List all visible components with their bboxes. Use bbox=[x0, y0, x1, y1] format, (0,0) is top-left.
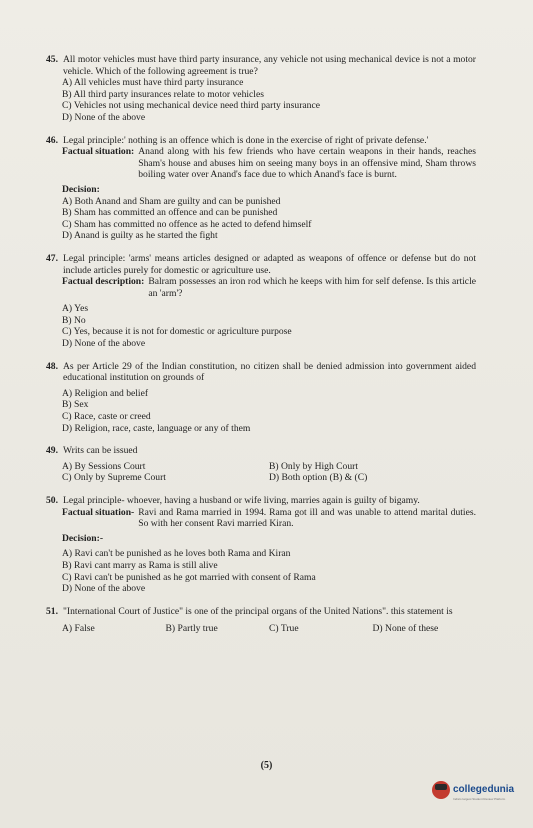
question-number: 49. bbox=[46, 445, 58, 457]
options bbox=[62, 196, 476, 242]
options bbox=[62, 548, 476, 594]
option-a: A) All vehicles must have third party insurance bbox=[62, 77, 244, 89]
option-d: D) Both option (B) & (C) bbox=[269, 472, 368, 484]
graduate-icon bbox=[432, 781, 450, 799]
option-b: B) No bbox=[62, 314, 86, 326]
fact-text: Balram possesses an iron rod which he keeps with him for self defense. Is this article an 'arm'? bbox=[148, 276, 476, 299]
option-c: C) Yes, because it is not for domestic or agriculture purpose bbox=[62, 326, 292, 338]
option-b: B) Sex bbox=[62, 399, 89, 411]
question-text: "International Court of Justice" is one of the principal organs of the United Nations". this statement is bbox=[63, 605, 453, 617]
option-d: D) None of the above bbox=[62, 583, 146, 595]
option-b: B) All third party insurances relate to motor vehicles bbox=[62, 88, 264, 100]
option-d: D) None of the above bbox=[62, 338, 146, 350]
fact-label: Factual description: bbox=[62, 276, 145, 288]
fact-label: Factual situation- bbox=[62, 506, 135, 518]
question-46 bbox=[46, 135, 476, 242]
question-50 bbox=[46, 495, 476, 595]
factual-situation bbox=[62, 507, 476, 530]
question-number: 51. bbox=[46, 605, 58, 617]
question-number: 46. bbox=[46, 134, 58, 146]
question-number: 48. bbox=[46, 360, 58, 372]
options bbox=[62, 461, 476, 484]
options bbox=[62, 623, 476, 635]
factual-situation bbox=[62, 146, 476, 181]
option-a: A) By Sessions Court bbox=[62, 460, 146, 472]
decision-label: Decision: bbox=[62, 183, 100, 195]
option-d: D) Religion, race, caste, language or any of them bbox=[62, 422, 251, 434]
factual-description bbox=[62, 276, 476, 299]
question-51 bbox=[46, 606, 476, 635]
question-45 bbox=[46, 54, 476, 124]
question-text: Writs can be issued bbox=[63, 445, 138, 457]
question-number: 47. bbox=[46, 252, 58, 264]
fact-text: Ravi and Rama married in 1994. Rama got ill and was unable to attend marital duties. So with her consent Ravi married Kiran. bbox=[138, 506, 476, 530]
question-number: 45. bbox=[46, 54, 58, 65]
decision-label: Decision:- bbox=[62, 532, 104, 544]
option-d: D) None of these bbox=[372, 623, 439, 635]
logo-tagline: India's largest Student Review Platform bbox=[453, 797, 506, 801]
option-b: B) Ravi cant marry as Rama is still alive bbox=[62, 559, 218, 571]
option-c: C) Vehicles not using mechanical device need third party insurance bbox=[62, 100, 320, 112]
question-49 bbox=[46, 445, 476, 484]
question-text: Legal principle:' nothing is an offence which is done in the exercise of right of private defense.' bbox=[63, 134, 429, 146]
option-a: A) Both Anand and Sham are guilty and can be punished bbox=[62, 195, 281, 207]
question-text: All motor vehicles must have third party insurance, any vehicle not using mechanical device is not a motor vehicle. Which of the following agreement is true? bbox=[63, 54, 476, 77]
option-a: A) Ravi can't be punished as he loves both Rama and Kiran bbox=[62, 548, 291, 560]
question-list bbox=[46, 54, 476, 646]
fact-text: Anand along with his few friends who have certain weapons in their hands, reaches Sham's house and abuses him on seeing many boys in an offensive mind, Sham throws boiling water over Anand's face due to which Anand's face is burnt. bbox=[138, 146, 476, 181]
question-text: Legal principle: 'arms' means articles designed or adapted as weapons of offence or defense but do not include articles purely for domestic or agriculture use. bbox=[63, 252, 476, 276]
question-47 bbox=[46, 253, 476, 350]
options bbox=[62, 388, 476, 434]
fact-label: Factual situation: bbox=[62, 146, 135, 158]
option-c: C) Only by Supreme Court bbox=[62, 472, 166, 484]
option-d: D) None of the above bbox=[62, 111, 146, 123]
question-48 bbox=[46, 361, 476, 435]
option-c: C) Race, caste or creed bbox=[62, 411, 151, 423]
page-number: (5) bbox=[260, 760, 273, 771]
option-b: B) Partly true bbox=[165, 623, 218, 635]
option-d: D) Anand is guilty as he started the fight bbox=[62, 230, 218, 242]
logo-text: collegedunia bbox=[453, 784, 515, 795]
option-b: B) Sham has committed an offence and can be punished bbox=[62, 207, 278, 219]
question-text: As per Article 29 of the Indian constitution, no citizen shall be denied admission into government aided educational institution on grounds of bbox=[63, 360, 476, 384]
option-c: C) True bbox=[269, 623, 299, 635]
collegedunia-logo bbox=[432, 776, 522, 804]
option-b: B) Only by High Court bbox=[269, 460, 359, 472]
option-c: C) Ravi can't be punished as he got married with consent of Rama bbox=[62, 571, 316, 583]
option-a: A) Yes bbox=[62, 303, 89, 315]
options bbox=[62, 303, 476, 349]
option-a: A) Religion and belief bbox=[62, 387, 149, 399]
option-c: C) Sham has committed no offence as he acted to defend himself bbox=[62, 218, 312, 230]
options bbox=[62, 77, 476, 123]
question-number: 50. bbox=[46, 495, 58, 506]
option-a: A) False bbox=[62, 623, 95, 635]
question-text: Legal principle- whoever, having a husband or wife living, marries again is guilty of bigamy. bbox=[63, 495, 420, 506]
